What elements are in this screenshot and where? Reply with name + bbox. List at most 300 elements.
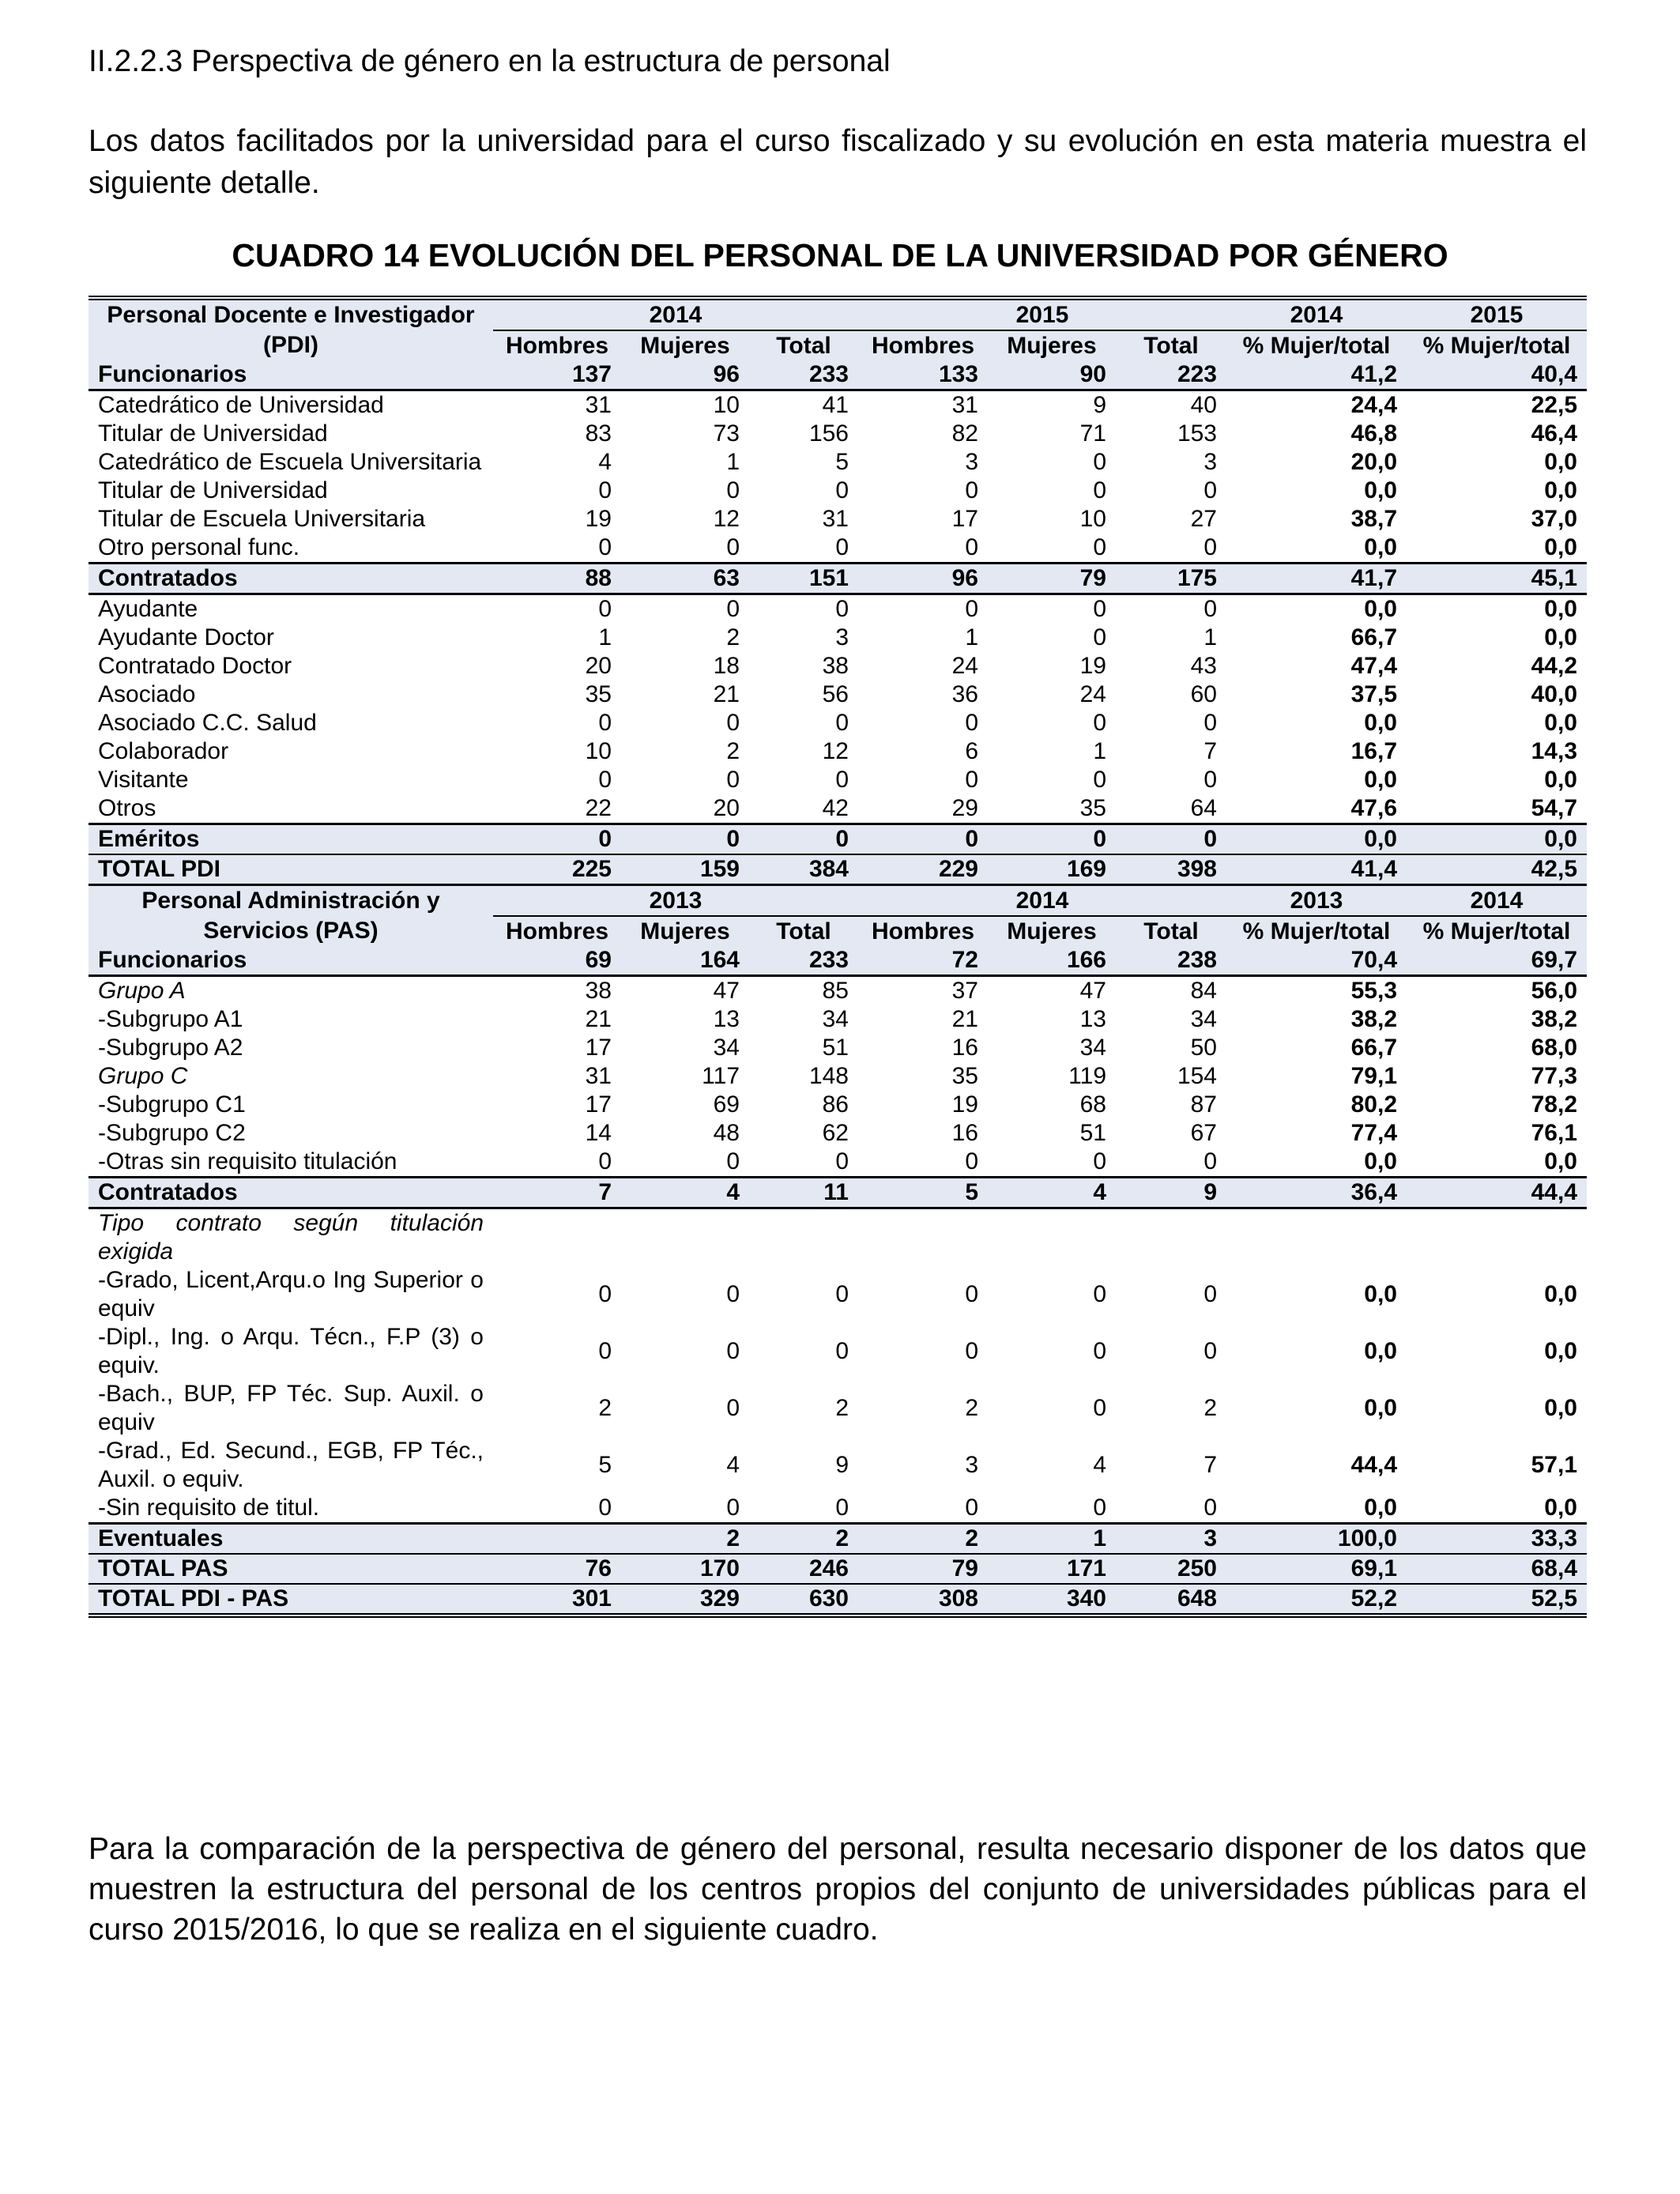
value-cell: 1	[598, 624, 612, 650]
value-cell: 9	[835, 1452, 849, 1478]
value-cell: 0	[1093, 1148, 1106, 1174]
value-cell: 6	[965, 738, 978, 764]
pct-cell: 79,1	[1350, 1063, 1397, 1089]
value-cell: 0	[835, 534, 849, 560]
value-cell: 37	[951, 978, 978, 1004]
value-cell: 69	[713, 1091, 740, 1118]
value-cell: 0	[749, 824, 858, 855]
pct-cell: 0,0	[1364, 1338, 1397, 1364]
pct-cell: 47,6	[1350, 795, 1397, 821]
row-label: Contratados	[89, 564, 493, 594]
value-cell: 0	[726, 1148, 740, 1174]
pas-funcionarios-item-row	[89, 976, 1587, 1006]
value-cell: 0	[1203, 767, 1217, 793]
value-cell: 0	[835, 477, 849, 503]
value-cell: 0	[598, 477, 612, 503]
value-cell: 29	[951, 795, 978, 821]
pas-eventuales-row	[89, 1524, 1587, 1555]
value-cell: 2	[598, 1395, 612, 1421]
pct-cell: 0,0	[1226, 824, 1407, 855]
row-label: Contratados	[89, 1178, 493, 1208]
value-cell: 84	[1190, 978, 1217, 1004]
value-cell: 233	[749, 360, 858, 390]
value-cell: 34	[1079, 1035, 1106, 1061]
value-cell: 17	[585, 1091, 612, 1118]
year-b-header: 2015	[858, 298, 1226, 330]
value-cell: 171	[988, 1554, 1116, 1584]
pct-cell: 0,0	[1544, 477, 1577, 503]
value-cell: 0	[726, 767, 740, 793]
column-header-mujeres: Mujeres	[988, 330, 1116, 360]
pdi-funcionarios-item-row	[89, 477, 1587, 505]
pas-contratados-item-row	[89, 1380, 1587, 1437]
value-cell: 16	[951, 1120, 978, 1146]
pct-cell: 0,0	[1364, 477, 1397, 503]
value-cell: 0	[988, 824, 1116, 855]
pct-cell: 66,7	[1350, 1035, 1397, 1061]
pct-cell: 41,4	[1226, 854, 1407, 885]
row-label: -Bach., BUP, FP Téc. Sup. Auxil. o equiv	[98, 1381, 484, 1435]
value-cell: 0	[858, 824, 988, 855]
pct-cell: 45,1	[1407, 564, 1587, 594]
value-cell: 38	[585, 978, 612, 1004]
value-cell: 1	[726, 449, 740, 475]
pct-cell: 0,0	[1544, 1338, 1577, 1364]
table-body	[89, 298, 1587, 1615]
pct-year-b-header: 2014	[1407, 885, 1587, 917]
value-cell: 20	[585, 653, 612, 679]
value-cell: 0	[835, 710, 849, 736]
pdi-contratados-item-row	[89, 709, 1587, 737]
pct-cell: 16,7	[1350, 738, 1397, 764]
value-cell: 82	[951, 420, 978, 447]
value-cell: 0	[1203, 596, 1217, 622]
empty-cell	[493, 1208, 621, 1267]
pct-cell: 44,2	[1531, 653, 1577, 679]
row-label: TOTAL PDI - PAS	[89, 1584, 493, 1615]
value-cell: 5	[835, 449, 849, 475]
value-cell: 0	[965, 1148, 978, 1174]
value-cell: 0	[965, 710, 978, 736]
pct-cell: 0,0	[1364, 1148, 1397, 1174]
pct-cell: 0,0	[1544, 534, 1577, 560]
column-header-total: Total	[1116, 330, 1226, 360]
row-label: Contratado Doctor	[98, 653, 292, 679]
value-cell: 225	[493, 854, 621, 885]
value-cell: 0	[726, 534, 740, 560]
value-cell: 0	[726, 596, 740, 622]
value-cell: 5	[858, 1178, 988, 1208]
column-header-pct: % Mujer/total	[1226, 330, 1407, 360]
value-cell: 0	[1203, 1281, 1217, 1307]
row-label: -Subgrupo C1	[98, 1091, 246, 1118]
personal-by-gender-table	[89, 296, 1587, 1618]
row-label: Eventuales	[89, 1524, 493, 1555]
row-label: Catedrático de Universidad	[98, 392, 384, 418]
value-cell: 117	[702, 1063, 740, 1089]
value-cell: 0	[598, 767, 612, 793]
pct-cell: 20,0	[1350, 449, 1397, 475]
pct-cell: 0,0	[1544, 1495, 1577, 1521]
pdi-funcionarios-row	[89, 360, 1587, 390]
intro-paragraph: Los datos facilitados por la universidad para el curso fiscalizado y su evolución en esta materia muestra el siguiente detalle.	[89, 124, 1587, 200]
value-cell: 3	[965, 1452, 978, 1478]
value-cell: 2	[858, 1524, 988, 1555]
value-cell: 10	[713, 392, 740, 418]
year-a-header: 2013	[493, 885, 858, 917]
value-cell: 69	[493, 946, 621, 976]
pct-cell: 0,0	[1544, 449, 1577, 475]
value-cell: 83	[585, 420, 612, 447]
empty-cell	[1226, 1208, 1407, 1267]
value-cell: 166	[988, 946, 1116, 976]
pct-cell: 0,0	[1364, 1395, 1397, 1421]
value-cell: 14	[585, 1120, 612, 1146]
pas-funcionarios-item-row	[89, 1148, 1587, 1178]
value-cell: 48	[713, 1120, 740, 1146]
empty-cell	[621, 1208, 749, 1267]
value-cell: 7	[1203, 738, 1217, 764]
value-cell: 0	[1093, 477, 1106, 503]
column-header-hombres: Hombres	[858, 916, 988, 946]
pct-cell: 40,4	[1407, 360, 1587, 390]
value-cell: 0	[598, 1281, 612, 1307]
pdi-funcionarios-item-row	[89, 533, 1587, 564]
pas-tipo-contrato-row	[89, 1208, 1587, 1267]
column-header-mujeres: Mujeres	[988, 916, 1116, 946]
value-cell: 42	[822, 795, 849, 821]
row-label: Asociado	[98, 681, 196, 707]
pdi-contratados-item-row	[89, 624, 1587, 652]
value-cell: 41	[822, 392, 849, 418]
column-header-hombres: Hombres	[493, 916, 621, 946]
value-cell: 2	[835, 1395, 849, 1421]
pct-cell: 0,0	[1364, 1495, 1397, 1521]
value-cell: 76	[493, 1554, 621, 1584]
value-cell: 223	[1116, 360, 1226, 390]
section-title: II.2.2.3 Perspectiva de género en la estructura de personal	[89, 44, 891, 78]
value-cell: 12	[822, 738, 849, 764]
column-header-hombres: Hombres	[858, 330, 988, 360]
value-cell: 51	[1079, 1120, 1106, 1146]
value-cell: 10	[1079, 506, 1106, 532]
value-cell: 229	[858, 854, 988, 885]
pct-cell: 24,4	[1350, 392, 1397, 418]
pct-cell: 44,4	[1407, 1178, 1587, 1208]
pdi-funcionarios-item-row	[89, 420, 1587, 448]
value-cell: 0	[598, 534, 612, 560]
pct-cell: 80,2	[1350, 1091, 1397, 1118]
value-cell: 2	[726, 624, 740, 650]
pas-contratados-item-row	[89, 1266, 1587, 1323]
value-cell: 67	[1190, 1120, 1217, 1146]
pct-cell: 0,0	[1544, 1148, 1577, 1174]
column-header-mujeres: Mujeres	[621, 330, 749, 360]
value-cell: 0	[965, 1338, 978, 1364]
pct-cell: 0,0	[1364, 596, 1397, 622]
row-label: Eméritos	[89, 824, 493, 855]
value-cell: 68	[1079, 1091, 1106, 1118]
value-cell: 238	[1116, 946, 1226, 976]
value-cell: 7	[493, 1178, 621, 1208]
value-cell: 3	[965, 449, 978, 475]
value-cell: 4	[598, 449, 612, 475]
value-cell: 40	[1190, 392, 1217, 418]
value-cell: 73	[713, 420, 740, 447]
table-title: CUADRO 14 EVOLUCIÓN DEL PERSONAL DE LA UNIVERSIDAD POR GÉNERO	[232, 237, 1448, 273]
value-cell: 20	[713, 795, 740, 821]
pas-section-label: Personal Administración y Servicios (PAS)	[89, 885, 493, 947]
pct-cell: 41,7	[1226, 564, 1407, 594]
value-cell: 60	[1190, 681, 1217, 707]
value-cell: 301	[493, 1584, 621, 1615]
pas-funcionarios-item-row	[89, 1034, 1587, 1062]
value-cell: 0	[1203, 477, 1217, 503]
value-cell: 35	[951, 1063, 978, 1089]
column-header-total: Total	[749, 330, 858, 360]
value-cell: 62	[822, 1120, 849, 1146]
pct-cell: 0,0	[1364, 767, 1397, 793]
pct-cell: 52,2	[1226, 1584, 1407, 1615]
value-cell: 4	[988, 1178, 1116, 1208]
pdi-funcionarios-item-row	[89, 390, 1587, 420]
pct-cell: 37,5	[1350, 681, 1397, 707]
year-b-header: 2014	[858, 885, 1226, 917]
value-cell: 64	[1190, 795, 1217, 821]
value-cell: 35	[1079, 795, 1106, 821]
value-cell: 19	[951, 1091, 978, 1118]
pct-cell: 47,4	[1350, 653, 1397, 679]
pas-funcionarios-row	[89, 946, 1587, 976]
row-label: Ayudante	[98, 596, 198, 622]
value-cell: 0	[1093, 1395, 1106, 1421]
value-cell: 0	[726, 1338, 740, 1364]
value-cell: 0	[965, 767, 978, 793]
value-cell: 96	[621, 360, 749, 390]
value-cell: 47	[1079, 978, 1106, 1004]
value-cell: 24	[951, 653, 978, 679]
value-cell: 0	[1093, 1281, 1106, 1307]
value-cell: 153	[1177, 420, 1217, 447]
value-cell: 31	[585, 1063, 612, 1089]
pdi-emeritos-row	[89, 824, 1587, 855]
value-cell: 0	[1116, 824, 1226, 855]
pas-contratados-item-row	[89, 1494, 1587, 1524]
pct-cell: 66,7	[1350, 624, 1397, 650]
value-cell: 31	[951, 392, 978, 418]
value-cell: 170	[621, 1554, 749, 1584]
row-label: Otro personal func.	[98, 534, 300, 560]
pct-cell: 37,0	[1531, 506, 1577, 532]
value-cell: 250	[1116, 1554, 1226, 1584]
column-header-mujeres: Mujeres	[621, 916, 749, 946]
value-cell: 0	[1203, 1148, 1217, 1174]
value-cell: 13	[1079, 1006, 1106, 1032]
value-cell: 0	[1093, 1338, 1106, 1364]
value-cell: 233	[749, 946, 858, 976]
pas-funcionarios-item-row	[89, 1091, 1587, 1119]
value-cell: 21	[713, 681, 740, 707]
value-cell: 175	[1116, 564, 1226, 594]
column-header-hombres: Hombres	[493, 330, 621, 360]
pdi-contratados-row	[89, 564, 1587, 594]
value-cell: 31	[822, 506, 849, 532]
value-cell: 0	[835, 1338, 849, 1364]
pct-cell: 0,0	[1364, 534, 1397, 560]
value-cell: 56	[822, 681, 849, 707]
value-cell: 11	[749, 1178, 858, 1208]
column-header-total: Total	[1116, 916, 1226, 946]
pas-funcionarios-item-row	[89, 1062, 1587, 1091]
pdi-contratados-item-row	[89, 737, 1587, 766]
row-label: Ayudante Doctor	[98, 624, 274, 650]
pct-cell: 46,4	[1531, 420, 1577, 447]
row-label: Titular de Universidad	[98, 420, 328, 447]
value-cell: 3	[1203, 449, 1217, 475]
value-cell: 0	[835, 1495, 849, 1521]
value-cell: 0	[726, 1395, 740, 1421]
value-cell: 156	[808, 420, 849, 447]
grand-total-row	[89, 1584, 1587, 1615]
pct-cell: 46,8	[1350, 420, 1397, 447]
value-cell: 2	[749, 1524, 858, 1555]
value-cell: 5	[598, 1452, 612, 1478]
pct-cell: 100,0	[1226, 1524, 1407, 1555]
value-cell: 0	[1203, 1338, 1217, 1364]
pct-cell: 69,1	[1226, 1554, 1407, 1584]
row-label: Grupo C	[98, 1063, 188, 1089]
personal-table-container	[89, 296, 1587, 1618]
column-header-pct: % Mujer/total	[1226, 916, 1407, 946]
value-cell: 13	[713, 1006, 740, 1032]
row-label: -Sin requisito de titul.	[98, 1495, 320, 1521]
value-cell: 133	[858, 360, 988, 390]
value-cell: 329	[621, 1584, 749, 1615]
pct-cell: 38,2	[1350, 1006, 1397, 1032]
value-cell: 3	[835, 624, 849, 650]
value-cell: 63	[621, 564, 749, 594]
value-cell: 16	[951, 1035, 978, 1061]
value-cell: 4	[726, 1452, 740, 1478]
value-cell: 9	[1093, 392, 1106, 418]
value-cell: 0	[726, 477, 740, 503]
value-cell: 0	[1203, 534, 1217, 560]
value-cell: 0	[1093, 449, 1106, 475]
pdi-contratados-item-row	[89, 766, 1587, 794]
value-cell: 88	[493, 564, 621, 594]
value-cell: 19	[1079, 653, 1106, 679]
empty-cell	[1116, 1208, 1226, 1267]
pct-cell: 55,3	[1350, 978, 1397, 1004]
value-cell: 169	[988, 854, 1116, 885]
value-cell: 9	[1116, 1178, 1226, 1208]
value-cell: 0	[965, 534, 978, 560]
value-cell: 47	[713, 978, 740, 1004]
pct-year-b-header: 2015	[1407, 298, 1587, 330]
value-cell: 384	[749, 854, 858, 885]
row-label: Funcionarios	[89, 360, 493, 390]
value-cell: 0	[835, 767, 849, 793]
row-label: Grupo A	[98, 978, 186, 1004]
value-cell: 164	[621, 946, 749, 976]
value-cell: 34	[822, 1006, 849, 1032]
pct-cell: 57,1	[1531, 1452, 1577, 1478]
pct-cell: 0,0	[1364, 710, 1397, 736]
column-header-pct: % Mujer/total	[1407, 330, 1587, 360]
value-cell: 0	[726, 1281, 740, 1307]
pdi-contratados-item-row	[89, 652, 1587, 680]
pct-cell: 78,2	[1531, 1091, 1577, 1118]
value-cell: 0	[1093, 767, 1106, 793]
pct-cell: 0,0	[1364, 1281, 1397, 1307]
pas-funcionarios-item-row	[89, 1005, 1587, 1034]
value-cell: 1	[1203, 624, 1217, 650]
pdi-funcionarios-item-row	[89, 448, 1587, 477]
pct-cell: 69,7	[1407, 946, 1587, 976]
value-cell: 34	[1190, 1006, 1217, 1032]
value-cell: 90	[988, 360, 1116, 390]
value-cell: 0	[1203, 1495, 1217, 1521]
value-cell: 2	[621, 1524, 749, 1555]
pdi-contratados-item-row	[89, 680, 1587, 709]
empty-cell	[1407, 1208, 1587, 1267]
pct-cell: 33,3	[1407, 1524, 1587, 1555]
column-header-pct: % Mujer/total	[1407, 916, 1587, 946]
column-header-total: Total	[749, 916, 858, 946]
pct-cell: 0,0	[1544, 1395, 1577, 1421]
pct-cell: 36,4	[1226, 1178, 1407, 1208]
value-cell: 36	[951, 681, 978, 707]
value-cell: 0	[835, 1148, 849, 1174]
pct-cell: 77,4	[1350, 1120, 1397, 1146]
pdi-section-label: Personal Docente e Investigador (PDI)	[89, 298, 493, 360]
pas-header-years	[89, 885, 1587, 917]
value-cell: 154	[1177, 1063, 1217, 1089]
value-cell: 0	[598, 710, 612, 736]
value-cell: 50	[1190, 1035, 1217, 1061]
year-a-header: 2014	[493, 298, 858, 330]
pct-cell: 38,7	[1350, 506, 1397, 532]
value-cell: 0	[1093, 710, 1106, 736]
value-cell: 34	[713, 1035, 740, 1061]
pas-total-row	[89, 1554, 1587, 1584]
pct-cell: 54,7	[1531, 795, 1577, 821]
pct-cell: 56,0	[1531, 978, 1577, 1004]
value-cell: 4	[1093, 1452, 1106, 1478]
value-cell: 148	[808, 1063, 849, 1089]
pct-cell: 76,1	[1531, 1120, 1577, 1146]
value-cell: 308	[858, 1584, 988, 1615]
row-label: Asociado C.C. Salud	[98, 710, 317, 736]
value-cell: 35	[585, 681, 612, 707]
pct-cell: 0,0	[1544, 710, 1577, 736]
value-cell: 31	[585, 392, 612, 418]
pas-contratados-row	[89, 1178, 1587, 1208]
row-label: Titular de Universidad	[98, 477, 328, 503]
value-cell: 1	[965, 624, 978, 650]
empty-cell	[749, 1208, 858, 1267]
row-label: Titular de Escuela Universitaria	[98, 506, 426, 532]
row-label: Visitante	[98, 767, 189, 793]
value-cell: 0	[726, 710, 740, 736]
pct-year-a-header: 2014	[1226, 298, 1407, 330]
value-cell: 7	[1203, 1452, 1217, 1478]
value-cell: 137	[493, 360, 621, 390]
value-cell: 246	[749, 1554, 858, 1584]
row-label: TOTAL PDI	[89, 854, 493, 885]
value-cell: 0	[965, 596, 978, 622]
value-cell: 85	[822, 978, 849, 1004]
